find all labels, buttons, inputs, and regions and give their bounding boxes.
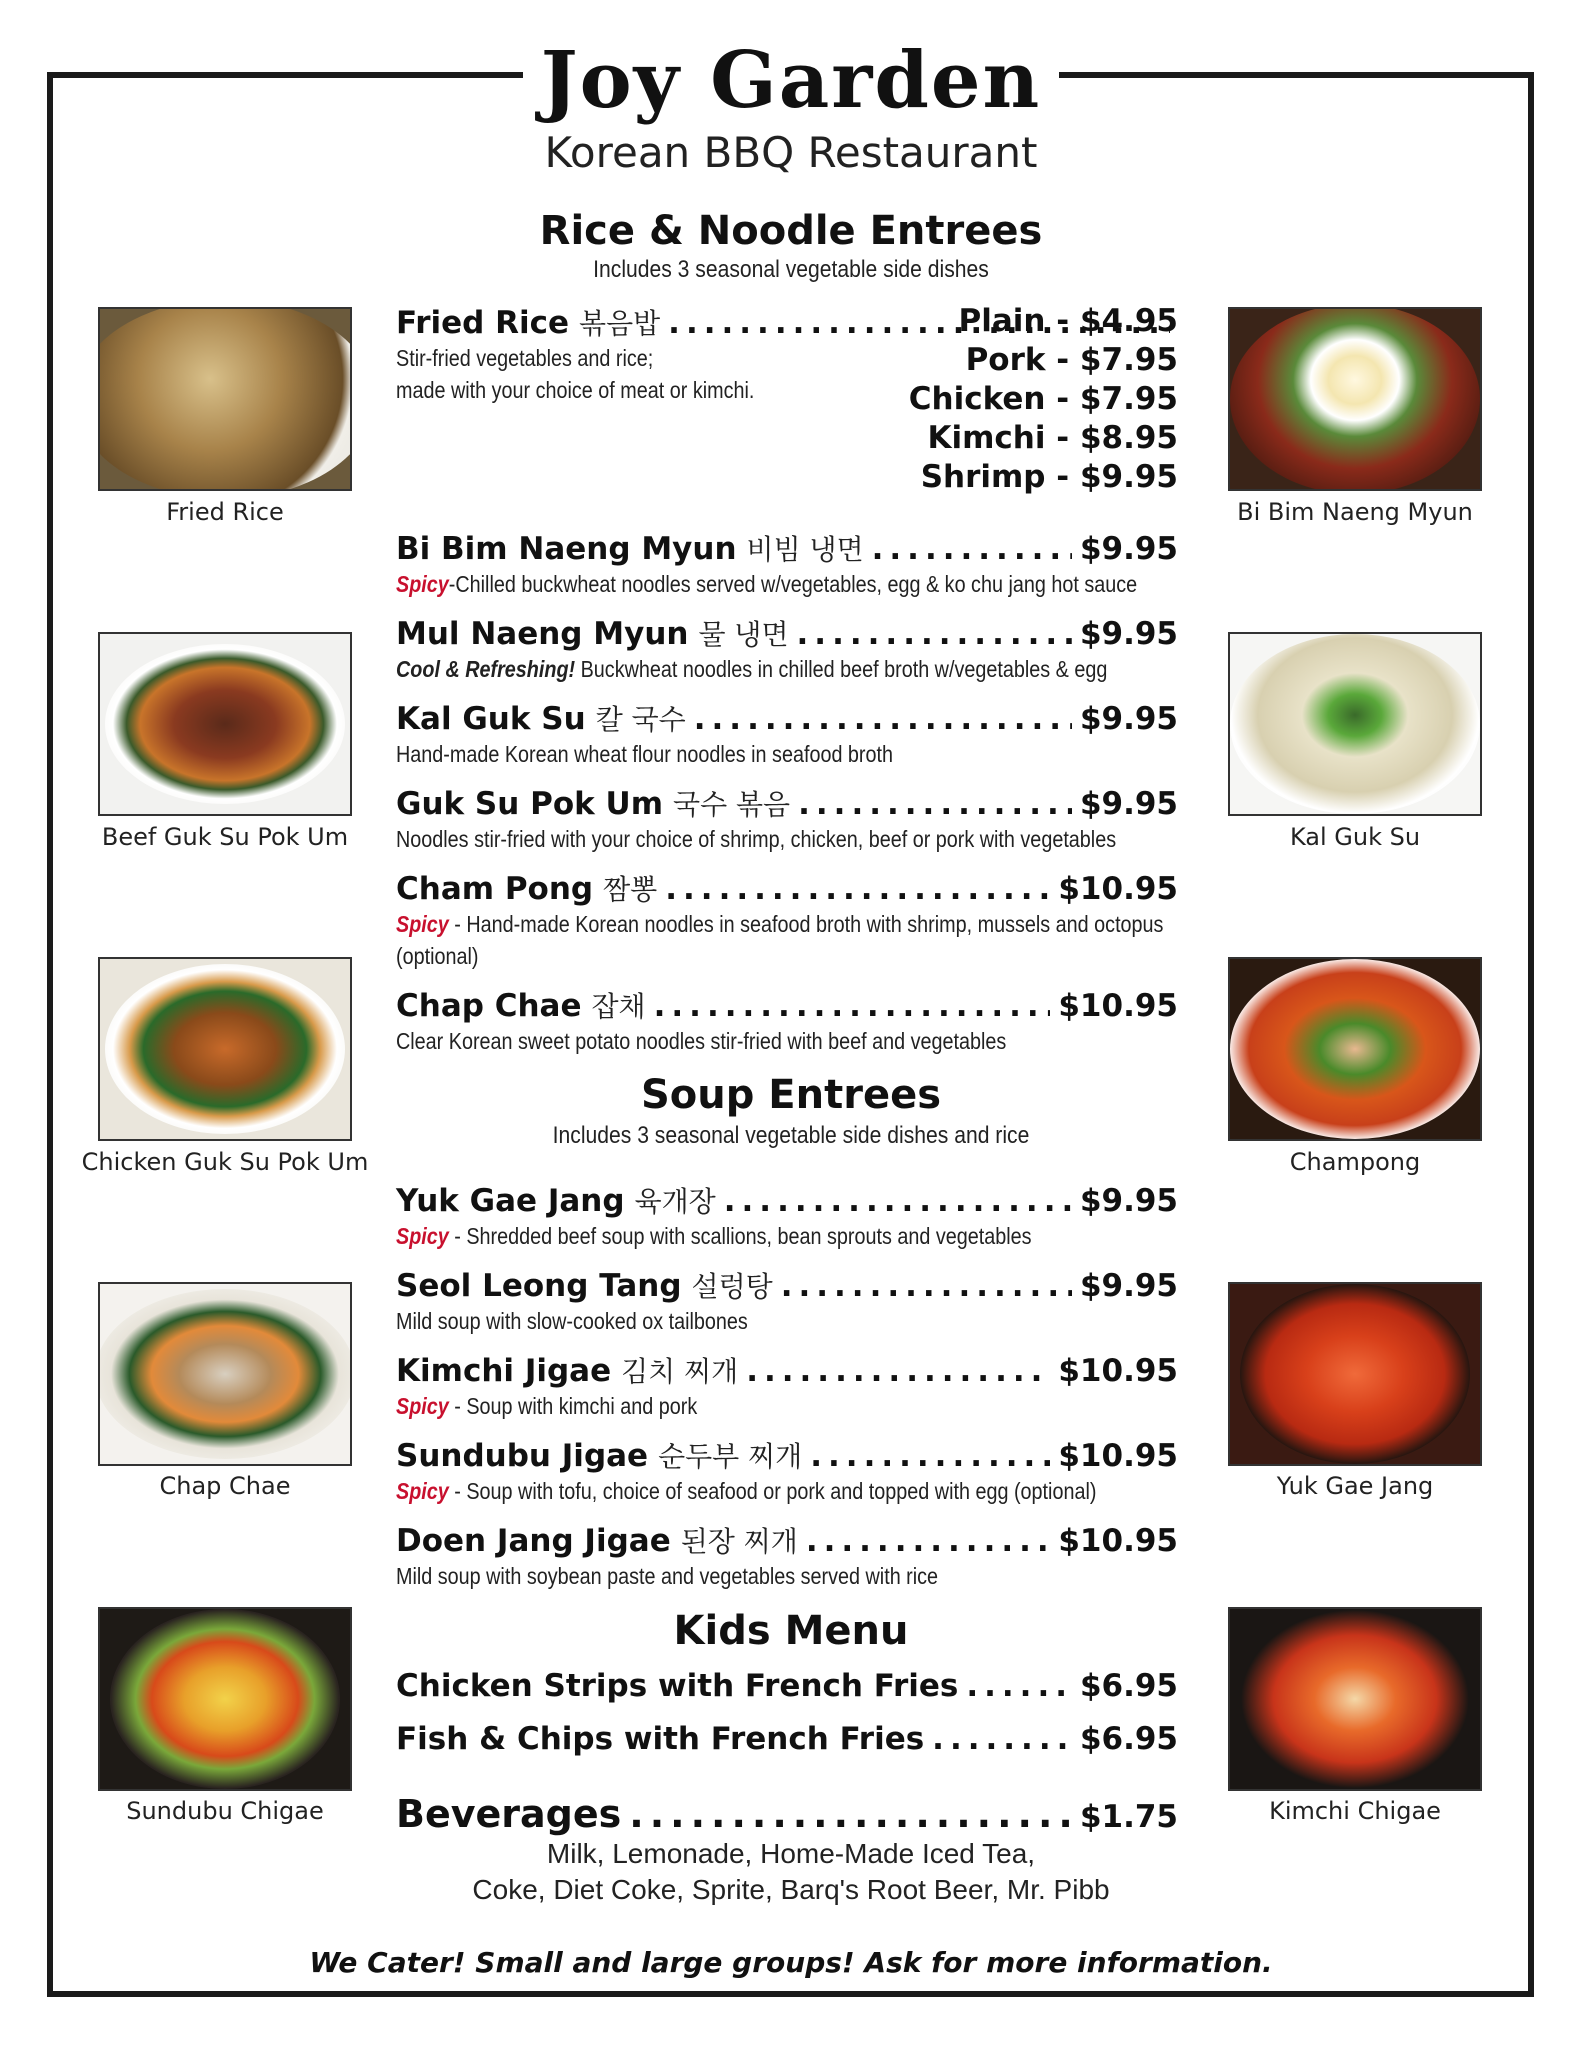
item-name: Sundubu Jigae [396,1438,649,1474]
section-title-kids: Kids Menu [673,1608,909,1654]
item-name: Doen Jang Jigae [396,1523,671,1559]
item-line [396,868,1178,908]
menu-item-guk-su-pok-um [396,783,1178,855]
dot-leader [966,1668,1072,1704]
food-photo [98,1607,352,1791]
food-photo [98,1282,352,1466]
item-line [396,528,1178,568]
dot-leader [654,988,1051,1024]
item-line [396,1520,1178,1560]
dot-leader [872,531,1072,567]
food-photo [98,632,352,816]
item-desc: Clear Korean sweet potato noodles stir-fried with beef and vegetables [396,1028,1007,1054]
menu-item-yuk-gae-jang [396,1180,1178,1252]
restaurant-name: Joy Garden [523,36,1060,126]
item-line [396,1435,1178,1475]
item-name: Beverages [396,1792,622,1836]
item-name: Fish & Chips with French Fries [396,1721,925,1757]
desc-text: -Chilled buckwheat noodles served w/vegetables, egg & ko chu jang hot sauce [448,571,1138,597]
item-name: Seol Leong Tang [396,1268,682,1304]
beverage-list-2: Coke, Diet Coke, Sprite, Barq's Root Beer, Mr. Pibb [472,1874,1110,1905]
title-wrap [0,36,1582,126]
photo-caption: Yuk Gae Jang [1276,1472,1434,1500]
section-title-soup: Soup Entrees [640,1072,942,1118]
dot-leader [694,701,1072,737]
item-name: Yuk Gae Jang [396,1183,625,1219]
item-korean: 칼 국수 [595,703,686,736]
price-option: Plain - $4.95 [958,303,1178,339]
desc-text: - Soup with tofu, choice of seafood or pork and topped with egg (optional) [448,1478,1097,1504]
spicy-tag: Spicy [396,1478,449,1504]
item-desc: Hand-made Korean wheat flour noodles in seafood broth [396,741,894,767]
section-note-rice-noodle: Includes 3 seasonal vegetable side dishes [593,256,989,283]
menu-item-cham-pong [396,868,1178,972]
desc-text: - Hand-made Korean noodles in seafood broth with shrimp, mussels and octopus (optional) [396,911,1164,969]
food-photo [1228,307,1482,491]
item-korean: 짬뽕 [603,873,658,906]
price-option: Shrimp - $9.95 [920,459,1178,495]
item-desc [396,568,1138,600]
desc-text: - Soup with kimchi and pork [448,1393,698,1419]
food-photo [1228,1282,1482,1466]
restaurant-subtitle: Korean BBQ Restaurant [544,128,1038,177]
item-line [396,1721,1178,1757]
section-note-soup: Includes 3 seasonal vegetable side dishes and rice [552,1122,1030,1149]
item-price: $9.95 [1079,1268,1178,1304]
item-line [396,985,1178,1025]
item-name: Fried Rice [396,305,570,341]
item-korean: 된장 찌개 [680,1525,798,1558]
item-desc [396,1475,1097,1507]
refreshing-tag: Cool & Refreshing! [396,656,576,682]
item-korean: 잡채 [591,990,646,1023]
item-korean: 비빔 냉면 [746,533,864,566]
dot-leader [797,616,1072,652]
item-name: Chicken Strips with French Fries [396,1668,959,1704]
item-desc [396,1220,1069,1252]
item-price: $6.95 [1079,1668,1178,1704]
photo-caption: Kal Guk Su [1289,823,1421,851]
food-photo [1228,1607,1482,1791]
desc-text: Buckwheat noodles in chilled beef broth w/vegetables & egg [575,656,1108,682]
spicy-tag: Spicy [396,571,449,597]
food-photo [98,957,352,1141]
dot-leader [665,871,1050,907]
item-price: $1.75 [1079,1799,1178,1835]
item-korean: 김치 찌개 [621,1355,739,1388]
menu-item-seol-leong-tang [396,1265,1178,1337]
item-desc: Mild soup with slow-cooked ox tailbones [396,1308,748,1334]
menu-item-chap-chae [396,985,1178,1057]
item-price: $9.95 [1079,1183,1178,1219]
catering-note: We Cater! Small and large groups! Ask for more information. [309,1946,1273,1979]
item-price: $9.95 [1079,616,1178,652]
item-line [396,1792,1178,1836]
photo-caption: Bi Bim Naeng Myun [1237,498,1473,526]
dot-leader [806,1523,1051,1559]
item-korean: 물 냉면 [698,618,789,651]
item-desc [396,1390,1069,1422]
photo-caption: Champong [1289,1148,1421,1176]
item-line [396,698,1178,738]
spicy-tag: Spicy [396,1393,449,1419]
dot-leader [781,1268,1072,1304]
item-desc: Mild soup with soybean paste and vegetables served with rice [396,1563,939,1589]
item-line [396,1668,1178,1704]
item-price: $10.95 [1058,871,1178,907]
price-option: Pork - $7.95 [965,342,1178,378]
item-line [396,1265,1178,1305]
item-line [396,613,1178,653]
section-title-rice-noodle: Rice & Noodle Entrees [539,208,1043,254]
item-name: Kimchi Jigae [396,1353,612,1389]
photo-caption: Chap Chae [159,1472,291,1500]
item-line [396,1180,1178,1220]
price-option: Chicken - $7.95 [908,381,1178,417]
dot-leader [932,1721,1072,1757]
photo-caption: Chicken Guk Su Pok Um [81,1148,369,1176]
item-name: Kal Guk Su [396,701,586,737]
spicy-tag: Spicy [396,911,449,937]
desc-text: - Shredded beef soup with scallions, bean sprouts and vegetables [448,1223,1032,1249]
item-name: Guk Su Pok Um [396,786,664,822]
menu-item-doen-jang-jigae [396,1520,1178,1592]
menu-item-kal-guk-su [396,698,1178,770]
item-price: $10.95 [1058,1523,1178,1559]
item-korean: 볶음밥 [579,307,661,340]
spicy-tag: Spicy [396,1223,449,1249]
item-price: $9.95 [1079,531,1178,567]
item-name: Cham Pong [396,871,594,907]
menu-item-mul-naeng-myun [396,613,1178,685]
item-price: $10.95 [1058,1353,1178,1389]
item-korean: 육개장 [634,1185,716,1218]
menu-item-fish-chips [396,1721,1178,1757]
dot-leader [746,1353,1050,1389]
item-desc [396,908,1170,972]
beverage-list-1: Milk, Lemonade, Home-Made Iced Tea, [546,1838,1036,1869]
dot-leader [629,1792,1072,1836]
price-option: Kimchi - $8.95 [927,420,1178,456]
photo-caption: Sundubu Chigae [126,1797,324,1825]
item-price: $10.95 [1058,1438,1178,1474]
photo-caption: Fried Rice [166,498,284,526]
item-desc [396,653,1108,685]
menu-item-kimchi-jigae [396,1350,1178,1422]
item-name: Mul Naeng Myun [396,616,689,652]
item-name: Bi Bim Naeng Myun [396,531,737,567]
item-price: $9.95 [1079,786,1178,822]
menu-item-beverages [396,1792,1178,1836]
item-price: $10.95 [1058,988,1178,1024]
item-desc: Stir-fried vegetables and rice; [396,345,654,371]
item-price: $9.95 [1079,701,1178,737]
item-line [396,1350,1178,1390]
item-desc: made with your choice of meat or kimchi. [396,377,755,403]
item-korean: 순두부 찌개 [658,1440,803,1473]
dot-leader [798,786,1072,822]
item-korean: 국수 볶음 [673,788,791,821]
item-price: $6.95 [1079,1721,1178,1757]
food-photo [1228,957,1482,1141]
fried-rice-prices [909,302,1178,497]
photo-caption: Beef Guk Su Pok Um [101,823,349,851]
photo-caption: Kimchi Chigae [1269,1797,1441,1825]
item-name: Chap Chae [396,988,582,1024]
food-photo [1228,632,1482,816]
food-photo [98,307,352,491]
item-line [396,783,1178,823]
item-korean: 설렁탕 [691,1270,773,1303]
menu-item-sundubu-jigae [396,1435,1178,1507]
menu-item-chicken-strips [396,1668,1178,1704]
menu-item-bi-bim-naeng-myun [396,528,1178,600]
dot-leader [810,1438,1050,1474]
item-desc: Noodles stir-fried with your choice of shrimp, chicken, beef or pork with vegetables [396,826,1117,852]
dot-leader [724,1183,1072,1219]
